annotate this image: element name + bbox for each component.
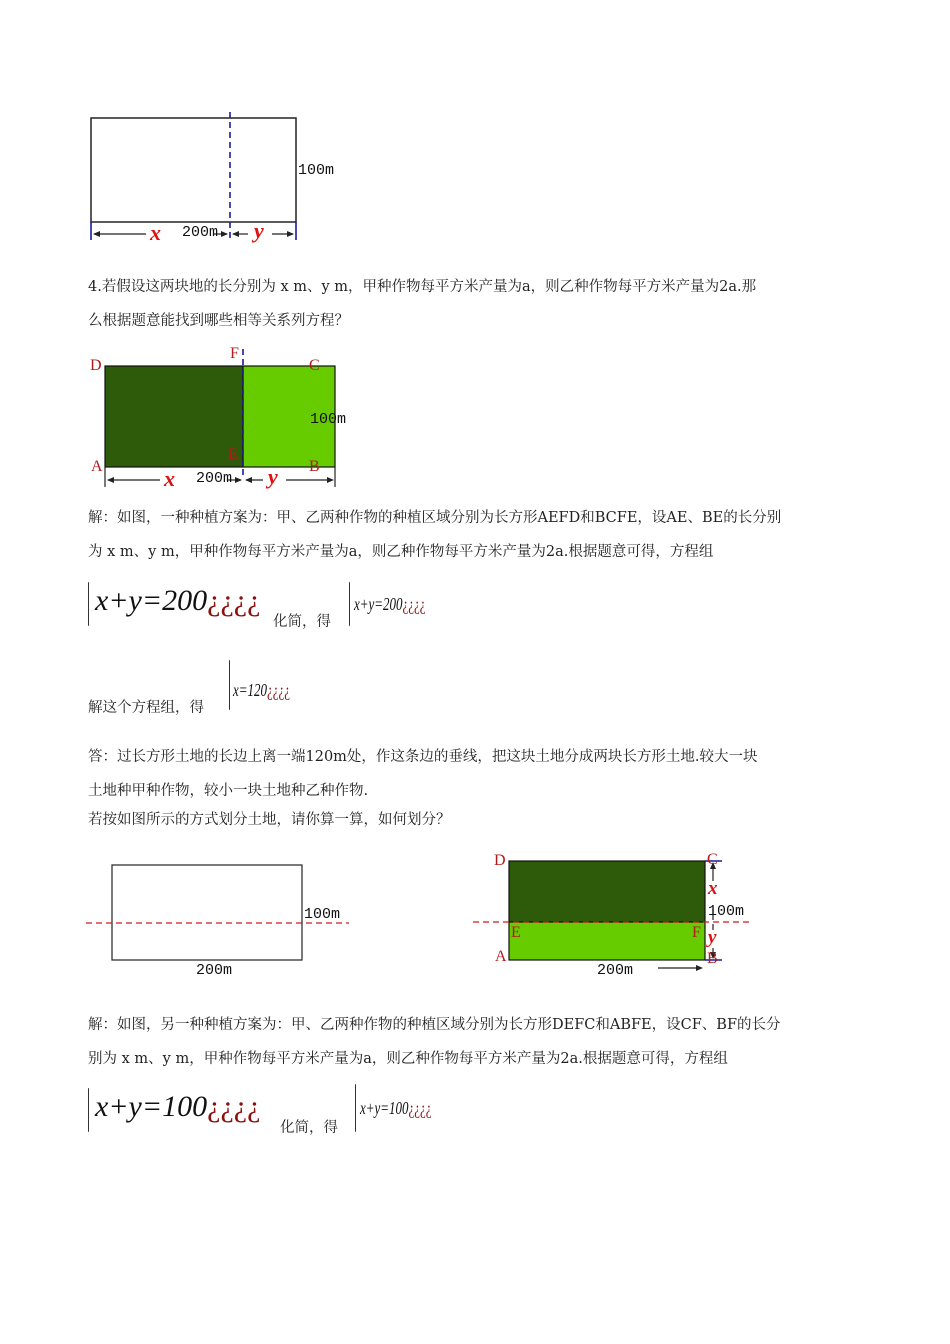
solution-2-line-2: 别为 x m、y m，甲种作物每平方米产量为a，则乙种作物每平方米产量为2a.根据题意可得，方程组 xyxy=(88,1051,728,1067)
sol1-simplify-label: 化简，得 xyxy=(273,614,331,630)
fig1-y-label: y xyxy=(254,218,264,243)
figure-1-drawing xyxy=(88,110,358,250)
fig4-point-A: A xyxy=(495,948,507,965)
sol1-equation-big xyxy=(95,584,260,618)
fig4-point-D: D xyxy=(494,852,506,869)
sol1-equation-big-text: x+y=200 xyxy=(95,584,208,617)
sol1-equation-small-text: x+y=200 xyxy=(354,594,403,614)
solution-2-line-1: 解：如图，另一种种植方案为：甲、乙两种作物的种植区域分别为长方形DEFC和ABFE，设CF、BF的长分 xyxy=(88,1017,781,1033)
answer-block xyxy=(88,740,868,832)
figure-1 xyxy=(88,110,358,250)
sol1-brace-solution xyxy=(229,660,230,710)
sol1-solution xyxy=(233,680,290,701)
solution-1-line-1: 解：如图，一种种植方案为：甲、乙两种作物的种植区域分别为长方形AEFD和BCFE，设AE、BE的长分别 xyxy=(88,510,782,526)
fig4-x-label: x xyxy=(708,878,718,899)
fig4-point-E: E xyxy=(511,924,521,941)
sol2-brace-big xyxy=(88,1088,89,1132)
sol1-solution-text: x=120 xyxy=(233,680,267,700)
figure-4 xyxy=(470,848,770,988)
fig2-point-B: B xyxy=(309,458,320,475)
sol2-equation-big-text: x+y=100 xyxy=(95,1090,208,1123)
fig2-width-label: 200m xyxy=(196,470,233,487)
figure-2 xyxy=(88,345,368,495)
fig4-point-C: C xyxy=(707,851,718,868)
solution-1-line-2: 为 x m、y m，甲种作物每平方米产量为a，则乙种作物每平方米产量为2a.根据题意可得，方程组 xyxy=(88,544,714,560)
fig1-x-label: x xyxy=(150,220,161,245)
sol2-equation-small-garble: ¿¿¿¿ xyxy=(408,1098,432,1118)
fig2-x-label: x xyxy=(164,466,175,491)
sol1-solve-label: 解这个方程组，得 xyxy=(88,700,204,716)
question-4-line-2: 么根据题意能找到哪些相等关系列方程？ xyxy=(88,313,349,329)
sol1-equation-small-garble: ¿¿¿¿ xyxy=(402,594,426,614)
fig4-point-B: B xyxy=(707,950,718,967)
sol1-solution-garble: ¿¿¿¿ xyxy=(266,680,290,700)
fig4-point-F: F xyxy=(692,924,701,941)
sol2-equation-small-text: x+y=100 xyxy=(360,1098,409,1118)
fig4-width-label: 200m xyxy=(597,962,634,979)
solution-1-text xyxy=(88,501,868,569)
sol2-equation-small xyxy=(360,1098,431,1119)
fig4-y-label: y xyxy=(708,927,717,948)
fig2-point-E: E xyxy=(228,446,238,463)
solution-2-text xyxy=(88,1008,868,1076)
sol1-brace-big xyxy=(88,582,89,626)
fig4-height-label: 100m xyxy=(708,903,745,920)
sol2-brace-small xyxy=(355,1084,356,1132)
question-4 xyxy=(88,270,868,338)
answer-line-3: 若按如图所示的方式划分土地，请你算一算，如何划分？ xyxy=(88,812,451,828)
fig2-y-label: y xyxy=(268,464,278,489)
answer-line-2: 土地种甲种作物，较小一块土地种乙种作物. xyxy=(88,783,369,799)
figure-3 xyxy=(84,860,374,990)
fig2-point-F: F xyxy=(230,345,239,362)
answer-line-1: 答：过长方形土地的长边上离一端120m处，作这条边的垂线，把这块土地分成两块长方形土地.较大一块 xyxy=(88,749,758,765)
question-4-line-1: 4.若假设这两块地的长分别为 x m、y m，甲种作物每平方米产量为a，则乙种作物每平方米产量为2a.那 xyxy=(88,279,757,295)
sol1-equation-small xyxy=(354,594,425,615)
fig2-point-A: A xyxy=(91,458,103,475)
fig2-point-D: D xyxy=(90,357,102,374)
fig2-point-C: C xyxy=(309,357,320,374)
sol2-simplify-label: 化简，得 xyxy=(280,1120,338,1136)
fig2-height-label: 100m xyxy=(310,411,347,428)
sol1-brace-small xyxy=(349,582,350,626)
fig1-height-label: 100m xyxy=(298,162,335,179)
fig3-width-label: 200m xyxy=(196,962,233,979)
fig1-width-label: 200m xyxy=(182,224,219,241)
sol1-equation-big-garble: ¿¿¿¿ xyxy=(207,584,261,617)
sol2-equation-big xyxy=(95,1090,260,1124)
sol2-equation-big-garble: ¿¿¿¿ xyxy=(207,1090,261,1123)
fig3-height-label: 100m xyxy=(304,906,341,923)
